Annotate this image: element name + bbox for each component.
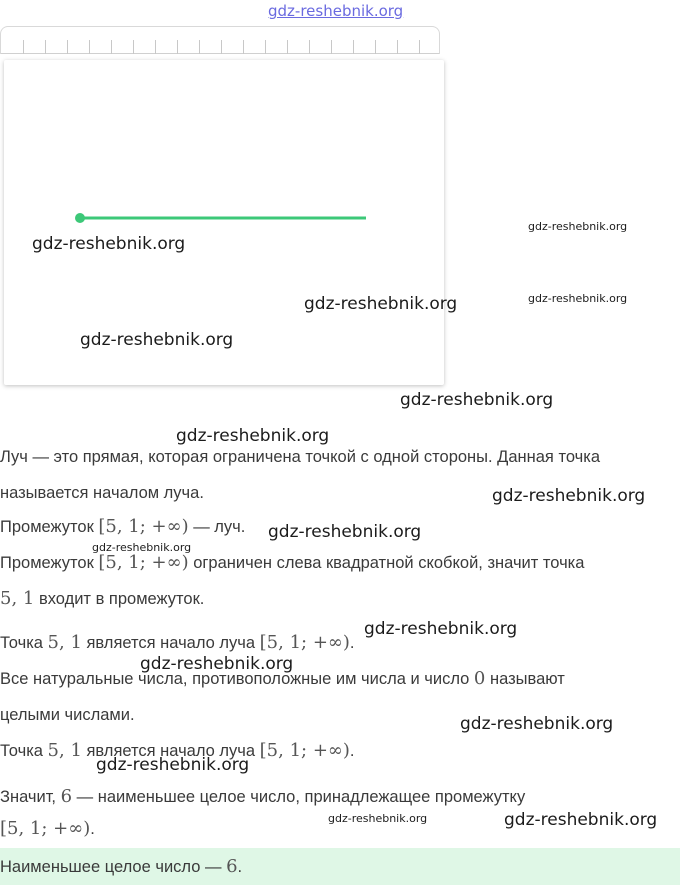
watermark: gdz-reshebnik.org	[268, 522, 422, 542]
math-interval: [5, 1; +∞)	[98, 552, 189, 573]
paragraph-line: Луч — это прямая, которая ограничена точкой с одной стороны. Данная точка	[0, 448, 600, 466]
watermark: gdz-reshebnik.org	[32, 234, 186, 254]
figure-frame-top	[0, 26, 440, 54]
watermark: gdz-reshebnik.org	[140, 654, 294, 674]
watermark: gdz-reshebnik.org	[492, 486, 646, 506]
math-interval: [5, 1; +∞)	[259, 632, 350, 653]
answer-text: Наименьшее целое число — 6.	[0, 856, 243, 877]
watermark: gdz-reshebnik.org	[304, 294, 458, 314]
paragraph-line: Промежуток [5, 1; +∞) — луч.	[0, 516, 246, 537]
paragraph-line: Значит, 6 — наименьшее целое число, принадлежащее промежутку	[0, 786, 526, 807]
math-number: 5, 1	[47, 740, 82, 761]
watermark: gdz-reshebnik.org	[176, 426, 330, 446]
watermark: gdz-reshebnik.org	[528, 220, 628, 233]
math-number: 6	[60, 786, 73, 807]
watermark: gdz-reshebnik.org	[96, 755, 250, 775]
watermark-top: gdz-reshebnik.org	[268, 2, 404, 20]
watermark: gdz-reshebnik.org	[504, 810, 658, 830]
paragraph-line: Все натуральные числа, противоположные им числа и число 0 называют	[0, 668, 565, 689]
watermark: gdz-reshebnik.org	[328, 812, 428, 825]
paragraph-line: целыми числами.	[0, 706, 135, 724]
ray-start-point	[75, 213, 85, 223]
math-interval: [5, 1; +∞)	[0, 818, 91, 839]
paragraph-line: Точка 5, 1 является начало луча [5, 1; +∞).	[0, 740, 355, 761]
watermark: gdz-reshebnik.org	[460, 714, 614, 734]
math-interval: [5, 1; +∞)	[259, 740, 350, 761]
math-interval: [5, 1; +∞)	[98, 516, 189, 537]
watermark: gdz-reshebnik.org	[364, 619, 518, 639]
paragraph-line: Точка 5, 1 является начало луча [5, 1; +∞).	[0, 632, 355, 653]
paragraph-line: Промежуток [5, 1; +∞) ограничен слева квадратной скобкой, значит точка	[0, 552, 585, 573]
paragraph-line: 5, 1 входит в промежуток.	[0, 588, 205, 609]
math-number: 5, 1	[47, 632, 82, 653]
math-number: 5, 1	[0, 588, 35, 609]
paragraph-line: [5, 1; +∞).	[0, 818, 95, 839]
watermark: gdz-reshebnik.org	[400, 390, 554, 410]
watermark: gdz-reshebnik.org	[528, 292, 628, 305]
math-number: 6	[226, 856, 238, 877]
answer-box	[0, 848, 680, 885]
watermark: gdz-reshebnik.org	[92, 541, 192, 554]
math-number: 0	[473, 668, 486, 689]
paragraph-line: называется началом луча.	[0, 484, 204, 502]
watermark: gdz-reshebnik.org	[80, 330, 234, 350]
